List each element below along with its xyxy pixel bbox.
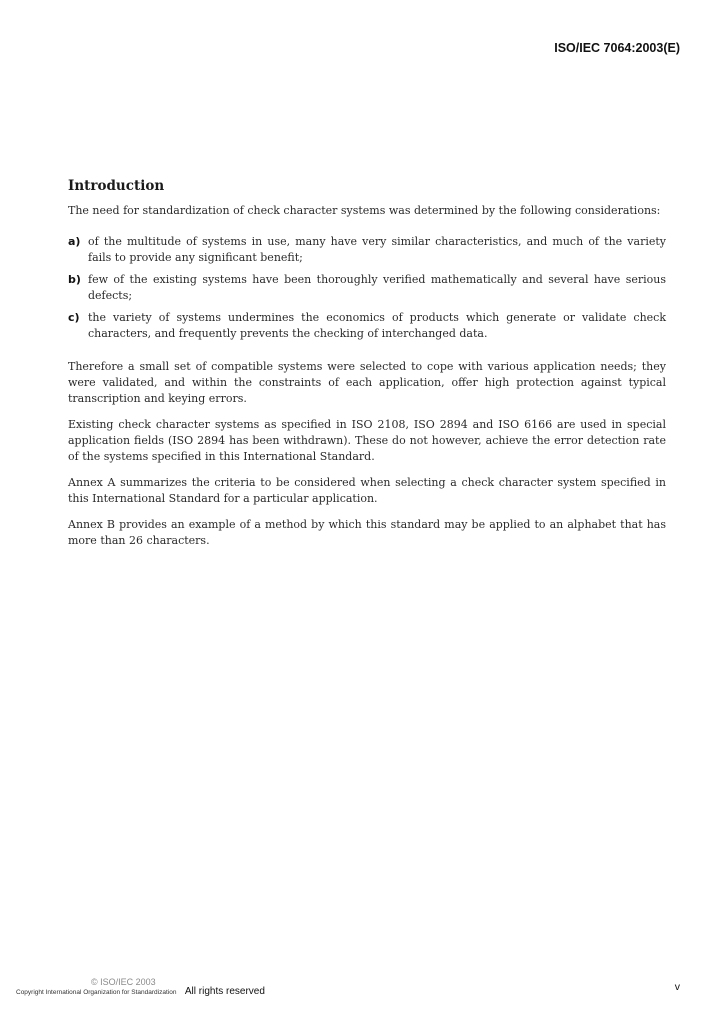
introduction-section bbox=[68, 178, 666, 559]
consideration-text: of the multitude of systems in use, many have very similar characteristics, and much of the variety fails to provide any significant benefit; bbox=[88, 235, 666, 264]
list-marker: a) bbox=[68, 235, 81, 248]
list-marker: c) bbox=[68, 311, 80, 324]
consideration-text: few of the existing systems have been thoroughly verified mathematically and several have serious defects; bbox=[88, 273, 666, 302]
section-title: Introduction bbox=[68, 178, 165, 194]
body-paragraph: Annex A summarizes the criteria to be considered when selecting a check character system specified in this International Standard for a particular application. bbox=[68, 476, 666, 505]
consideration-item-b bbox=[68, 272, 666, 304]
document-code: ISO/IEC 7064:2003(E) bbox=[554, 41, 680, 55]
consideration-item-c bbox=[68, 310, 666, 342]
footer-copyright bbox=[16, 977, 265, 999]
consideration-item-a bbox=[68, 234, 666, 266]
body-paragraph: Annex B provides an example of a method by which this standard may be applied to an alphabet that has more than 26 characters. bbox=[68, 518, 666, 547]
considerations-list bbox=[68, 234, 666, 342]
copyright-owner: © ISO/IEC 2003 bbox=[91, 977, 156, 987]
page-number: v bbox=[674, 981, 680, 993]
copyright-notice: Copyright International Organization for Standardization bbox=[16, 989, 177, 996]
body-paragraph: Therefore a small set of compatible systems were selected to cope with various application needs; they were validated, and within the constraints of each application, offer high protection against typical transcription and keying errors. bbox=[68, 360, 666, 405]
rights-reserved: All rights reserved bbox=[184, 986, 265, 997]
page-footer bbox=[16, 977, 680, 997]
consideration-text: the variety of systems undermines the economics of products which generate or validate check characters, and frequently prevents the checking of interchanged data. bbox=[88, 311, 666, 340]
intro-lead-paragraph: The need for standardization of check character systems was determined by the following considerations: bbox=[68, 204, 661, 217]
body-paragraph: Existing check character systems as specified in ISO 2108, ISO 2894 and ISO 6166 are used in special application fields (ISO 2894 has been withdrawn). These do not however, achieve the error detection rate of the systems specified in this International Standard. bbox=[68, 418, 666, 463]
list-marker: b) bbox=[68, 273, 81, 286]
